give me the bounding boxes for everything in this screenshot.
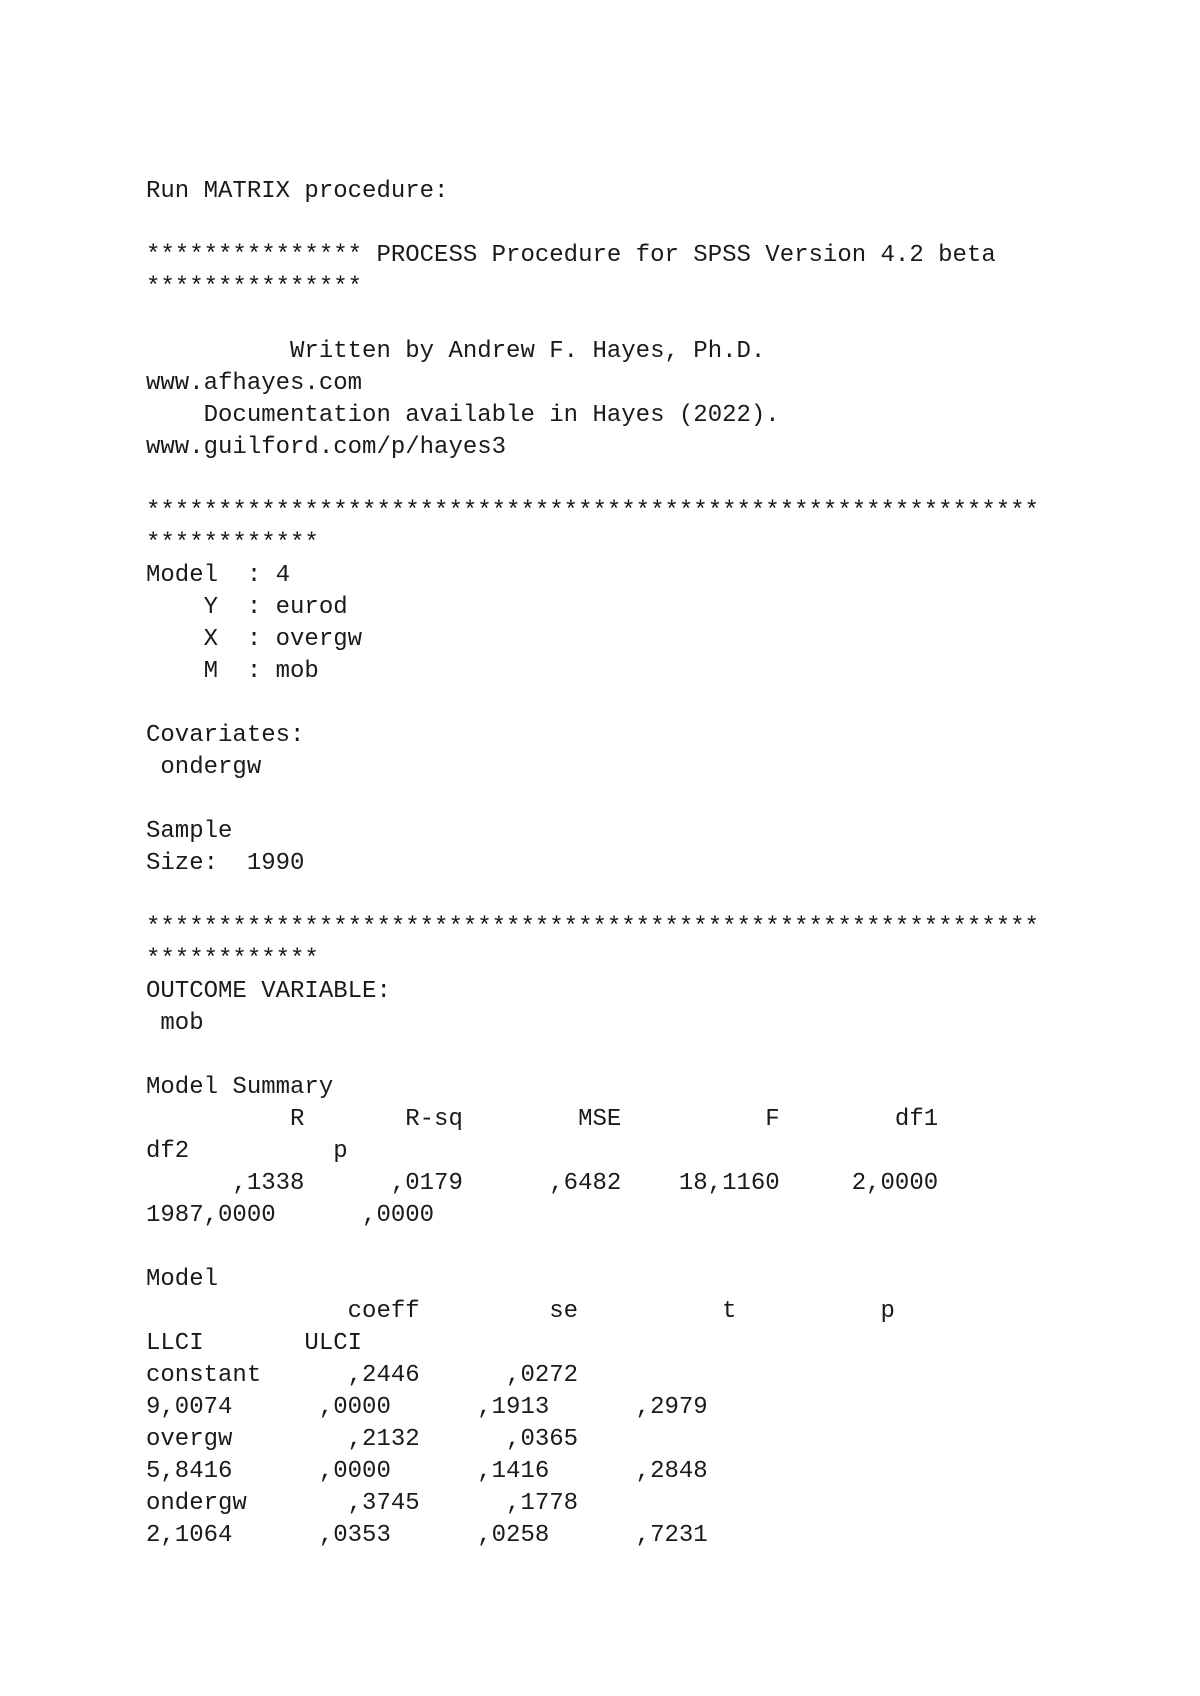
output-line: Run MATRIX procedure:: [146, 178, 449, 205]
output-line: [146, 1232, 1039, 1264]
output-line: *************** PROCESS Procedure for SPSS Version 4.2 beta: [146, 242, 996, 269]
output-line: overgw ,2132 ,0365: [146, 1426, 579, 1453]
output-line: **************************************************************: [146, 914, 1039, 941]
output-line: [146, 688, 1039, 720]
output-line: OUTCOME VARIABLE:: [146, 978, 391, 1005]
output-line: ***************: [146, 274, 363, 301]
output-line: M : mob: [146, 658, 319, 685]
output-line: 9,0074 ,0000 ,1913 ,2979: [146, 1394, 708, 1421]
output-line: R R-sq MSE F df1: [146, 1106, 939, 1133]
output-line: [146, 784, 1039, 816]
output-line: www.guilford.com/p/hayes3: [146, 434, 507, 461]
output-line: LLCI ULCI: [146, 1330, 363, 1357]
output-line: 5,8416 ,0000 ,1416 ,2848: [146, 1458, 708, 1485]
output-line: coeff se t p: [146, 1298, 895, 1325]
output-line: ,1338 ,0179 ,6482 18,1160 2,0000: [146, 1170, 939, 1197]
output-line: Written by Andrew F. Hayes, Ph.D.: [146, 338, 766, 365]
output-line: 1987,0000 ,0000: [146, 1202, 435, 1229]
output-line: ondergw ,3745 ,1778: [146, 1490, 579, 1517]
output-line: [146, 464, 1039, 496]
output-line: [146, 304, 1039, 336]
output-line: Covariates:: [146, 722, 305, 749]
output-line: X : overgw: [146, 626, 363, 653]
output-line: www.afhayes.com: [146, 370, 363, 397]
output-line: mob: [146, 1010, 204, 1037]
output-line: Size: 1990: [146, 850, 305, 877]
output-line: [146, 208, 1039, 240]
output-line: Model : 4: [146, 562, 291, 589]
output-line: Model Summary: [146, 1074, 334, 1101]
output-line: Y : eurod: [146, 594, 348, 621]
output-line: df2 p: [146, 1138, 348, 1165]
output-line: [146, 880, 1039, 912]
output-line: 2,1064 ,0353 ,0258 ,7231: [146, 1522, 708, 1549]
output-line: **************************************************************: [146, 498, 1039, 525]
spss-process-output: [146, 176, 1039, 1552]
output-line: ondergw: [146, 754, 262, 781]
output-line: ************: [146, 946, 319, 973]
output-line: [146, 1040, 1039, 1072]
output-line: constant ,2446 ,0272: [146, 1362, 579, 1389]
output-line: Documentation available in Hayes (2022).: [146, 402, 780, 429]
output-line: Sample: [146, 818, 233, 845]
output-line: Model: [146, 1266, 219, 1293]
output-line: ************: [146, 530, 319, 557]
